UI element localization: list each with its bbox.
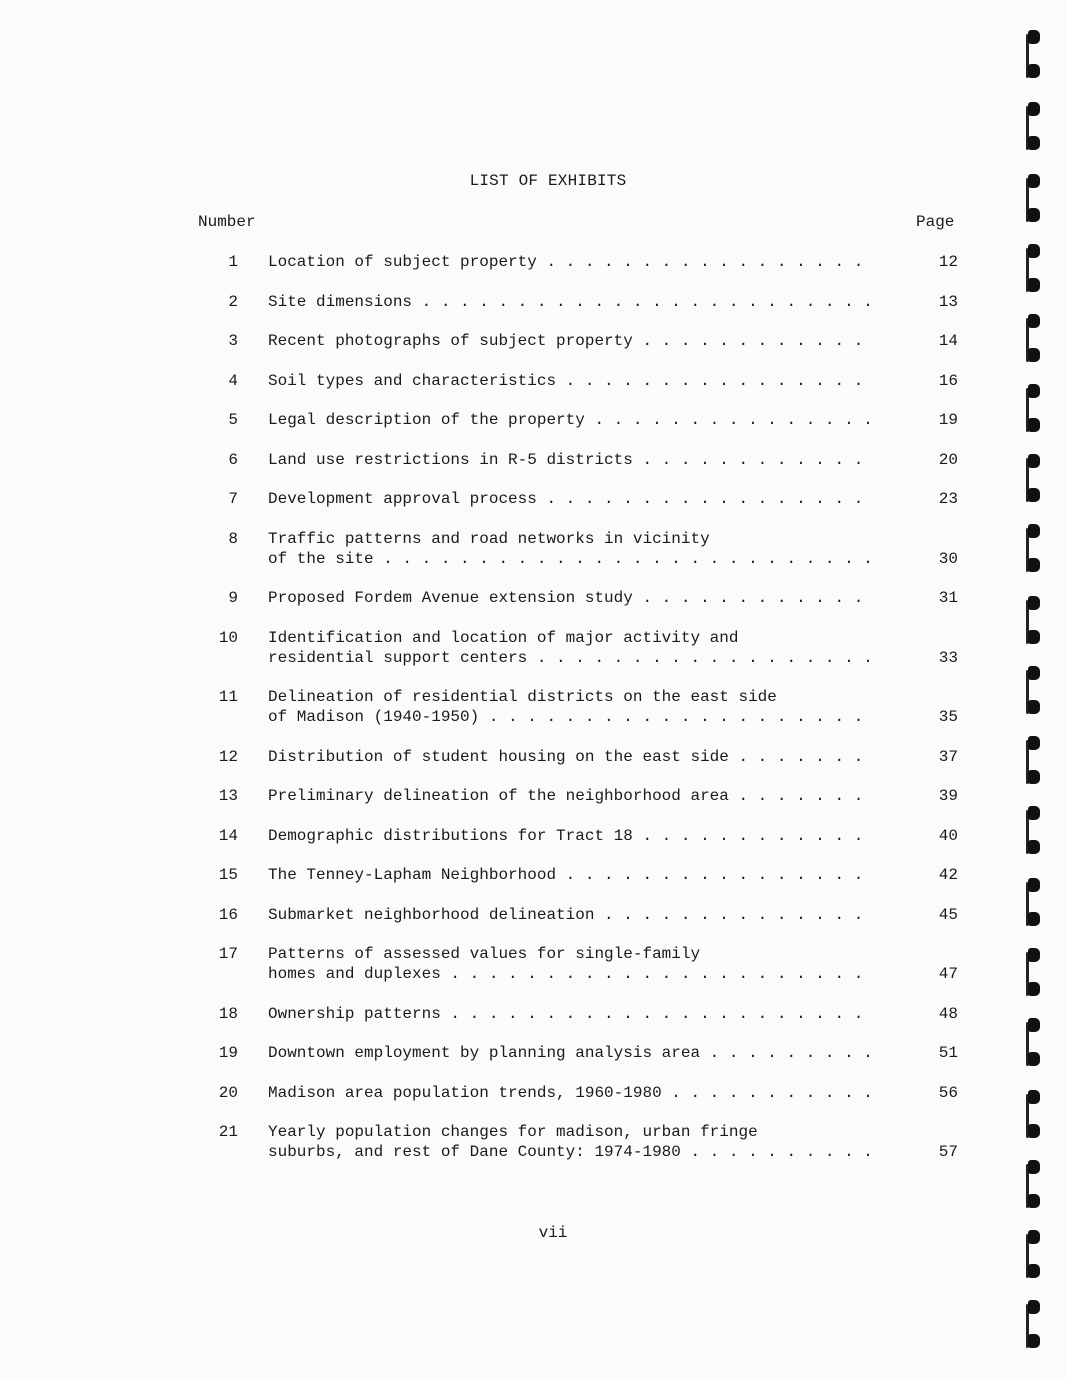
exhibit-number: 11: [218, 688, 238, 706]
exhibit-title-text: Site dimensions: [268, 292, 413, 311]
exhibit-title-line: [268, 450, 908, 470]
exhibit-title-line: [268, 292, 908, 312]
binding-clip: [1026, 102, 1042, 156]
exhibit-page-number: 48: [938, 1004, 958, 1023]
exhibit-title-text: Downtown employment by planning analysis area: [268, 1044, 701, 1062]
exhibit-title-text: Recent photographs of subject property: [268, 332, 633, 350]
leader-dots: . . . . . . . . . . . . . . . . .: [536, 253, 864, 271]
exhibit-number: 17: [218, 945, 238, 963]
exhibit-title-text: Development approval process: [268, 490, 537, 508]
exhibit-title-text: suburbs, and rest of Dane County: 1974-1980: [268, 1143, 681, 1161]
binding-clip: [1026, 806, 1042, 860]
leader-dots: . . . . . . . . . . . .: [632, 826, 864, 845]
exhibit-entry: [0, 944, 1066, 984]
exhibit-title-line: [268, 865, 908, 885]
binding-clip: [1026, 454, 1042, 508]
exhibit-number: 20: [218, 1083, 238, 1102]
exhibit-title-line: [268, 1122, 908, 1142]
binding-clip: [1026, 1230, 1042, 1284]
leader-dots: . . . . . . .: [728, 787, 864, 805]
exhibit-title-line: [268, 826, 908, 846]
exhibit-page-number: 20: [938, 450, 958, 469]
leader-dots: . . . . . . . . . . . . . . . . .: [536, 490, 864, 508]
exhibit-title-text: Patterns of assessed values for single-family: [268, 945, 701, 963]
exhibit-page-number: 47: [938, 965, 958, 983]
exhibit-entry: [0, 905, 1066, 925]
exhibit-entry: [0, 410, 1066, 430]
exhibit-number: 12: [218, 747, 238, 766]
exhibit-title-text: The Tenney-Lapham Neighborhood: [268, 866, 557, 884]
exhibit-number: 13: [218, 787, 238, 805]
exhibit-page-number: 31: [938, 589, 958, 607]
exhibit-number: 6: [228, 450, 238, 469]
exhibit-title-text: Land use restrictions in R-5 districts: [268, 450, 633, 469]
exhibit-entry: [0, 529, 1066, 569]
leader-dots: . . . . . . . . . . . . . . . .: [556, 866, 864, 884]
exhibit-page-number: 51: [938, 1044, 958, 1062]
exhibit-title-line: [268, 1083, 908, 1103]
exhibit-entry: [0, 628, 1066, 668]
exhibit-page-number: 30: [938, 549, 958, 568]
page-column-header: Page: [916, 213, 955, 231]
exhibit-title-line: [268, 747, 908, 767]
exhibit-title-line: [268, 628, 908, 648]
exhibit-title-text: residential support centers: [268, 648, 528, 667]
exhibit-number: 9: [228, 589, 238, 607]
exhibit-title-text: Identification and location of major activity and: [268, 628, 739, 647]
binding-clip: [1026, 1300, 1042, 1354]
exhibit-title-text: Submarket neighborhood delineation: [268, 905, 595, 924]
exhibit-title-text: Delineation of residential districts on the east side: [268, 688, 777, 706]
exhibit-title-text: Yearly population changes for madison, urban fringe: [268, 1123, 758, 1141]
exhibit-title-text: of Madison (1940-1950): [268, 708, 480, 726]
exhibit-title-line: [268, 786, 908, 806]
exhibit-number: 3: [228, 332, 238, 350]
exhibit-title-line: [268, 1004, 908, 1024]
exhibit-number: 21: [218, 1123, 238, 1141]
binding-clip: [1026, 30, 1042, 84]
exhibit-entry: [0, 450, 1066, 470]
leader-dots: . . . . . . . . . . . . . . . .: [556, 371, 864, 390]
leader-dots: . . . . . . . . . . .: [661, 1083, 873, 1102]
exhibit-title-line: [268, 648, 908, 668]
exhibit-number: 14: [218, 826, 238, 845]
binding-clip: [1026, 878, 1042, 932]
exhibit-title-line: [268, 1043, 908, 1063]
exhibit-entry: [0, 687, 1066, 727]
exhibit-entry: [0, 371, 1066, 391]
exhibit-title-text: Distribution of student housing on the east side: [268, 747, 729, 766]
leader-dots: . . . . . . . . . . . . . . . . . .: [527, 648, 873, 667]
exhibit-title-line: [268, 588, 908, 608]
exhibit-number: 7: [228, 490, 238, 508]
exhibit-number: 18: [218, 1004, 238, 1023]
exhibit-title-line: [268, 964, 908, 984]
exhibit-title-text: Madison area population trends, 1960-1980: [268, 1083, 662, 1102]
exhibit-number: 4: [228, 371, 238, 390]
leader-dots: . . . . . . . . . . . . . . . . . . . . . . . .: [412, 292, 873, 311]
number-column-header: Number: [198, 213, 256, 231]
exhibit-number: 16: [218, 905, 238, 924]
exhibit-page-number: 13: [938, 292, 958, 311]
exhibit-page-number: 23: [938, 490, 958, 508]
exhibit-page-number: 19: [938, 411, 958, 429]
exhibit-title-text: of the site: [268, 549, 374, 568]
binding-clip: [1026, 736, 1042, 790]
exhibit-title-line: [268, 331, 908, 351]
exhibit-title-line: [268, 687, 908, 707]
binding-clip: [1026, 1018, 1042, 1072]
exhibit-page-number: 39: [938, 787, 958, 805]
exhibit-title-text: Ownership patterns: [268, 1004, 441, 1023]
exhibit-page-number: 57: [938, 1143, 958, 1161]
leader-dots: . . . . . . . . . . . .: [632, 332, 864, 350]
exhibit-title-line: [268, 489, 908, 509]
binding-clip: [1026, 174, 1042, 228]
exhibit-title-line: [268, 905, 908, 925]
exhibit-title-line: [268, 549, 908, 569]
exhibit-page-number: 33: [938, 648, 958, 667]
binding-clip: [1026, 244, 1042, 298]
exhibit-entry: [0, 252, 1066, 272]
exhibit-number: 15: [218, 866, 238, 884]
binding-clip: [1026, 384, 1042, 438]
exhibit-number: 5: [228, 411, 238, 429]
exhibit-title-text: Preliminary delineation of the neighborhood area: [268, 787, 729, 805]
exhibit-entry: [0, 489, 1066, 509]
exhibit-title-text: Traffic patterns and road networks in vicinity: [268, 529, 710, 548]
exhibit-title-line: [268, 252, 908, 272]
page-title: LIST OF EXHIBITS: [469, 172, 627, 190]
leader-dots: . . . . . . . . . . . . . . . . . . . . . .: [440, 965, 864, 983]
leader-dots: . . . . . . . . . . . . . . . . . . . .: [479, 708, 864, 726]
exhibit-number: 2: [228, 292, 238, 311]
exhibit-page-number: 37: [938, 747, 958, 766]
exhibit-list: [0, 252, 1066, 1182]
exhibit-title-text: homes and duplexes: [268, 965, 441, 983]
exhibit-page-number: 40: [938, 826, 958, 845]
exhibit-entry: [0, 292, 1066, 312]
page-number-footer: vii: [538, 1224, 568, 1242]
leader-dots: . . . . . . . . .: [700, 1044, 873, 1062]
exhibit-entry: [0, 786, 1066, 806]
exhibit-page-number: 42: [938, 866, 958, 884]
binding-clips: [1026, 30, 1046, 1360]
exhibit-number: 8: [228, 529, 238, 548]
exhibit-title-line: [268, 371, 908, 391]
exhibit-entry: [0, 747, 1066, 767]
exhibit-page-number: 56: [938, 1083, 958, 1102]
exhibit-title-line: [268, 944, 908, 964]
leader-dots: . . . . . . . . . . . . . . . . . . . . . . . . . .: [373, 549, 873, 568]
exhibit-title-line: [268, 707, 908, 727]
binding-clip: [1026, 596, 1042, 650]
leader-dots: . . . . . . . . . . . . . . . . . . . . . .: [440, 1004, 864, 1023]
exhibit-page-number: 45: [938, 905, 958, 924]
leader-dots: . . . . . . . . . . . .: [632, 450, 864, 469]
leader-dots: . . . . . . .: [728, 747, 864, 766]
exhibit-title-line: [268, 410, 908, 430]
exhibit-title-text: Legal description of the property: [268, 411, 585, 429]
binding-clip: [1026, 1160, 1042, 1214]
exhibit-page-number: 12: [938, 253, 958, 271]
exhibit-entry: [0, 1043, 1066, 1063]
exhibit-entry: [0, 588, 1066, 608]
exhibit-page-number: 35: [938, 708, 958, 726]
exhibit-title-text: Soil types and characteristics: [268, 371, 557, 390]
exhibit-entry: [0, 826, 1066, 846]
exhibit-title-line: [268, 529, 908, 549]
exhibit-entry: [0, 1004, 1066, 1024]
exhibit-entry: [0, 865, 1066, 885]
exhibit-page-number: 14: [938, 332, 958, 350]
exhibit-title-line: [268, 1142, 908, 1162]
exhibit-title-text: Demographic distributions for Tract 18: [268, 826, 633, 845]
leader-dots: . . . . . . . . . . . . . .: [594, 905, 864, 924]
exhibit-entry: [0, 1122, 1066, 1162]
exhibit-title-text: Proposed Fordem Avenue extension study: [268, 589, 633, 607]
exhibit-entry: [0, 1083, 1066, 1103]
exhibit-entry: [0, 331, 1066, 351]
binding-clip: [1026, 666, 1042, 720]
leader-dots: . . . . . . . . . . . . . . .: [584, 411, 873, 429]
exhibit-number: 19: [218, 1044, 238, 1062]
exhibit-number: 1: [228, 253, 238, 271]
binding-clip: [1026, 1090, 1042, 1144]
binding-clip: [1026, 948, 1042, 1002]
exhibit-number: 10: [218, 628, 238, 647]
binding-clip: [1026, 524, 1042, 578]
leader-dots: . . . . . . . . . . . .: [632, 589, 864, 607]
leader-dots: . . . . . . . . . .: [680, 1143, 873, 1161]
binding-clip: [1026, 314, 1042, 368]
exhibit-page-number: 16: [938, 371, 958, 390]
exhibit-title-text: Location of subject property: [268, 253, 537, 271]
